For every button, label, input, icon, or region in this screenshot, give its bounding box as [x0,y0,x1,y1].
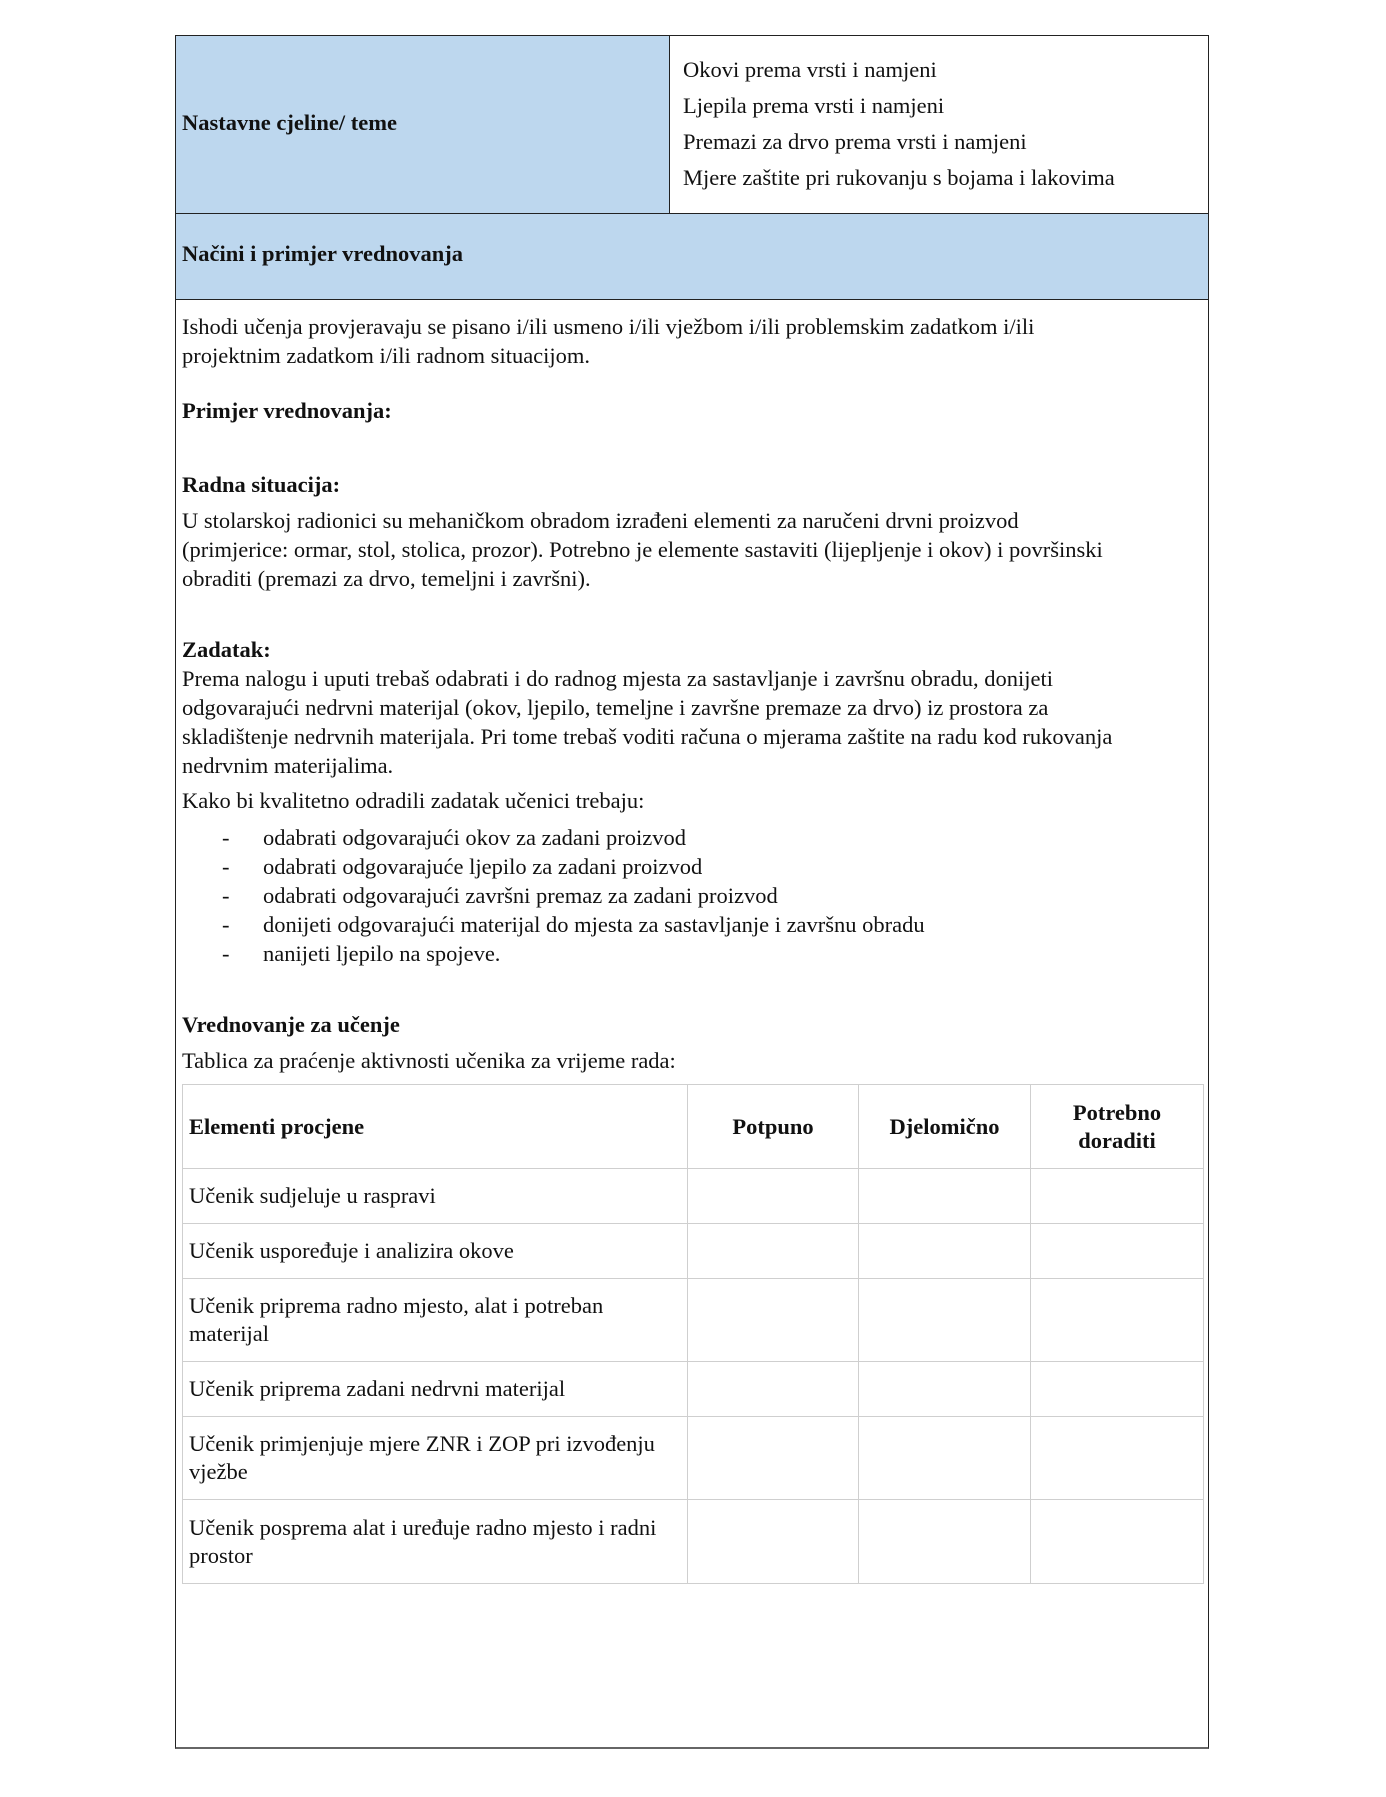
rating-cell[interactable] [1031,1169,1204,1224]
evaluation-header: Načini i primjer vrednovanja [182,241,464,266]
rating-cell[interactable] [1031,1417,1204,1500]
formative-caption: Tablica za praćenje aktivnosti učenika za vrijeme rada: [182,1048,676,1073]
topic-item: Ljepila prema vrsti i namjeni [683,93,945,118]
task-line: odgovarajući nedrvni materijal (okov, ljepilo, temeljne i završne premaze za drvo) iz prostora za [182,695,1049,720]
evaluation-table [182,1084,1204,1584]
rating-cell[interactable] [688,1279,859,1362]
table-row [183,1500,1204,1584]
criterion-cell: Učenik primjenjuje mjere ZNR i ZOP pri izvođenju vježbe [183,1417,688,1500]
dash-bullet-icon: - [222,941,230,966]
table-header-row [183,1085,1204,1169]
task-line: skladištenje nedrvnih materijala. Pri tome trebaš voditi računa o mjerama zaštite na radu kod rukovanja [182,724,1113,749]
requirement-item: odabrati odgovarajući okov za zadani proizvod [263,825,686,850]
intro-line: projektnim zadatkom i/ili radnom situacijom. [182,343,591,368]
work-situation-line: (primjerice: ormar, stol, stolica, prozor). Potrebno je elemente sastaviti (lijepljenje i okov) i površinski [182,537,1103,562]
criterion-cell: Učenik priprema zadani nedrvni materijal [183,1362,688,1417]
requirement-item: nanijeti ljepilo na spojeve. [263,941,501,966]
rating-cell[interactable] [859,1224,1031,1279]
rating-cell[interactable] [859,1500,1031,1584]
rating-cell[interactable] [859,1417,1031,1500]
criterion-cell: Učenik posprema alat i uređuje radno mjesto i radni prostor [183,1500,688,1584]
dash-bullet-icon: - [222,912,230,937]
requirement-item: odabrati odgovarajući završni premaz za zadani proizvod [263,883,778,908]
rating-cell[interactable] [688,1362,859,1417]
topics-label-cell [176,36,670,213]
table-row [183,1279,1204,1362]
table-row [183,1362,1204,1417]
table-row [183,1417,1204,1500]
work-situation-line: U stolarskoj radionici su mehaničkom obradom izrađeni elementi za naručeni drvni proizvod [182,508,1019,533]
dash-bullet-icon: - [222,825,230,850]
task-heading: Zadatak: [182,637,271,662]
evaluation-header-band [176,214,1208,299]
criterion-cell: Učenik priprema radno mjesto, alat i potreban materijal [183,1279,688,1362]
rating-cell[interactable] [1031,1362,1204,1417]
rating-cell[interactable] [859,1169,1031,1224]
intro-line: Ishodi učenja provjeravaju se pisano i/ili usmeno i/ili vježbom i/ili problemskim zadatkom i/ili [182,314,1035,339]
column-header: Elementi procjene [183,1085,688,1169]
topics-label: Nastavne cjeline/ teme [182,110,397,135]
column-header: Potpuno [688,1085,859,1169]
requirement-item: odabrati odgovarajuće ljepilo za zadani proizvod [263,854,703,879]
table-row [183,1169,1204,1224]
requirements-intro: Kako bi kvalitetno odradili zadatak učenici trebaju: [182,788,645,813]
work-situation-heading: Radna situacija: [182,472,341,497]
task-line: Prema nalogu i uputi trebaš odabrati i do radnog mjesta za sastavljanje i završnu obradu, donijeti [182,666,1054,691]
column-header: Djelomično [859,1085,1031,1169]
rating-cell[interactable] [688,1500,859,1584]
rating-cell[interactable] [1031,1224,1204,1279]
rating-cell[interactable] [688,1224,859,1279]
criterion-cell: Učenik uspoređuje i analizira okove [183,1224,688,1279]
rating-cell[interactable] [688,1417,859,1500]
divider [176,299,1208,300]
dash-bullet-icon: - [222,883,230,908]
work-situation-line: obraditi (premazi za drvo, temeljni i završni). [182,566,591,591]
rating-cell[interactable] [1031,1279,1204,1362]
formative-heading: Vrednovanje za učenje [182,1012,400,1037]
table-row [183,1224,1204,1279]
rating-cell[interactable] [859,1362,1031,1417]
rating-cell[interactable] [688,1169,859,1224]
dash-bullet-icon: - [222,854,230,879]
example-heading: Primjer vrednovanja: [182,398,392,423]
criterion-cell: Učenik sudjeluje u raspravi [183,1169,688,1224]
topic-item: Premazi za drvo prema vrsti i namjeni [683,129,1027,154]
rating-cell[interactable] [859,1279,1031,1362]
column-header: Potrebno doraditi [1031,1085,1204,1169]
task-line: nedrvnim materijalima. [182,753,394,778]
topic-item: Mjere zaštite pri rukovanju s bojama i lakovima [683,165,1115,190]
requirement-item: donijeti odgovarajući materijal do mjesta za sastavljanje i završnu obradu [263,912,925,937]
rating-cell[interactable] [1031,1500,1204,1584]
topic-item: Okovi prema vrsti i namjeni [683,57,937,82]
